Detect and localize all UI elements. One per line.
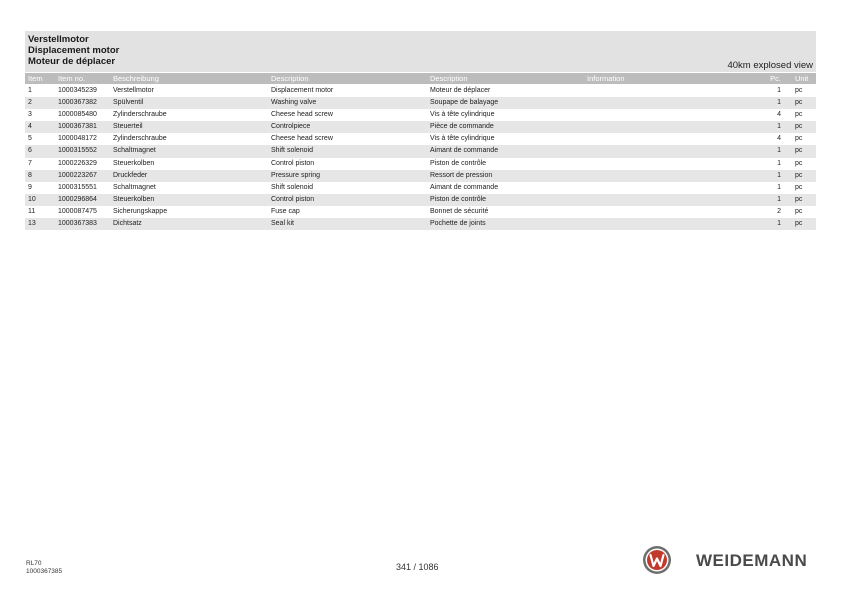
col-unit: Unit xyxy=(795,74,809,83)
cell-unit: pc xyxy=(795,195,803,203)
col-pc: Pc. xyxy=(770,74,781,83)
cell-description-en: Pressure spring xyxy=(271,171,321,179)
col-information: Information xyxy=(587,74,625,83)
cell-beschreibung: Steuerkolben xyxy=(113,159,155,167)
title-french: Moteur de déplacer xyxy=(28,56,116,67)
table-header xyxy=(25,73,816,84)
cell-pc: 1 xyxy=(777,220,781,228)
cell-description-fr: Aimant de commande xyxy=(430,183,499,191)
cell-description-en: Cheese head screw xyxy=(271,111,333,119)
cell-description-fr: Aimant de commande xyxy=(430,147,499,155)
cell-beschreibung: Spülventil xyxy=(113,99,144,107)
table-row xyxy=(25,85,816,97)
cell-description-en: Controlpiece xyxy=(271,123,311,131)
cell-item-no: 1000315551 xyxy=(58,183,97,191)
table-row xyxy=(25,182,816,194)
cell-item: 4 xyxy=(28,123,32,131)
cell-beschreibung: Steuerteil xyxy=(113,123,143,131)
cell-pc: 2 xyxy=(777,207,781,215)
cell-beschreibung: Druckfeder xyxy=(113,171,148,179)
cell-unit: pc xyxy=(795,147,803,155)
cell-unit: pc xyxy=(795,159,803,167)
cell-pc: 1 xyxy=(777,195,781,203)
col-item-no: Item no. xyxy=(58,74,86,83)
col-beschreibung: Beschreibung xyxy=(113,74,159,83)
cell-unit: pc xyxy=(795,99,803,107)
weidemann-logo-icon xyxy=(642,545,672,575)
col-description-en: Description xyxy=(271,74,309,83)
cell-item-no: 1000367383 xyxy=(58,220,97,228)
cell-pc: 1 xyxy=(777,171,781,179)
cell-item-no: 1000367382 xyxy=(58,99,97,107)
cell-description-en: Cheese head screw xyxy=(271,135,333,143)
table-row xyxy=(25,109,816,121)
title-german: Verstellmotor xyxy=(28,34,89,45)
table-row xyxy=(25,158,816,170)
cell-pc: 1 xyxy=(777,99,781,107)
cell-pc: 1 xyxy=(777,147,781,155)
cell-pc: 4 xyxy=(777,111,781,119)
cell-description-fr: Pièce de commande xyxy=(430,123,494,131)
cell-beschreibung: Schaltmagnet xyxy=(113,147,156,155)
cell-item: 3 xyxy=(28,111,32,119)
cell-item-no: 1000226329 xyxy=(58,159,97,167)
cell-item: 8 xyxy=(28,171,32,179)
cell-description-fr: Piston de contrôle xyxy=(430,195,487,203)
cell-unit: pc xyxy=(795,183,803,191)
cell-beschreibung: Steuerkolben xyxy=(113,195,155,203)
cell-item: 6 xyxy=(28,147,32,155)
cell-description-fr: Soupape de balayage xyxy=(430,99,499,107)
cell-description-fr: Pochette de joints xyxy=(430,220,486,228)
page-number: 341 / 1086 xyxy=(396,562,439,572)
col-description-fr: Description xyxy=(430,74,468,83)
cell-item-no: 1000296864 xyxy=(58,195,97,203)
cell-description-fr: Ressort de pression xyxy=(430,171,493,179)
footer-doc-number: 1000367385 xyxy=(26,568,63,575)
cell-unit: pc xyxy=(795,135,803,143)
cell-unit: pc xyxy=(795,171,803,179)
footer-model: RL70 xyxy=(26,560,42,567)
cell-item-no: 1000315552 xyxy=(58,147,97,155)
table-row xyxy=(25,133,816,145)
table-body xyxy=(25,85,816,230)
cell-item: 2 xyxy=(28,99,32,107)
cell-description-en: Shift solenoid xyxy=(271,147,314,155)
cell-item-no: 1000085480 xyxy=(58,111,97,119)
cell-item-no: 1000087475 xyxy=(58,207,97,215)
cell-description-en: Fuse cap xyxy=(271,207,300,215)
cell-unit: pc xyxy=(795,111,803,119)
cell-item: 1 xyxy=(28,87,32,94)
cell-beschreibung: Zylinderschraube xyxy=(113,111,167,119)
brand-wordmark: WEIDEMANN xyxy=(696,551,808,570)
table-row xyxy=(25,194,816,206)
cell-item-no: 1000345239 xyxy=(58,87,97,94)
view-label: 40km explosed view xyxy=(727,60,813,71)
cell-beschreibung: Zylinderschraube xyxy=(113,135,167,143)
cell-item-no: 1000367381 xyxy=(58,123,97,131)
cell-item-no: 1000223267 xyxy=(58,171,97,179)
table-row xyxy=(25,206,816,218)
cell-unit: pc xyxy=(795,207,803,215)
cell-unit: pc xyxy=(795,220,803,228)
cell-pc: 1 xyxy=(777,123,781,131)
table-row xyxy=(25,121,816,133)
cell-beschreibung: Dichtsatz xyxy=(113,220,142,228)
table-row xyxy=(25,97,816,109)
cell-pc: 4 xyxy=(777,135,781,143)
cell-description-en: Control piston xyxy=(271,195,315,203)
cell-description-fr: Vis à tête cylindrique xyxy=(430,111,495,119)
cell-item: 7 xyxy=(28,159,32,167)
cell-description-fr: Piston de contrôle xyxy=(430,159,487,167)
title-english: Displacement motor xyxy=(28,45,120,56)
cell-item: 10 xyxy=(28,195,36,203)
cell-description-en: Washing valve xyxy=(271,99,317,107)
cell-description-en: Control piston xyxy=(271,159,315,167)
table-row xyxy=(25,145,816,157)
cell-description-en: Seal kit xyxy=(271,220,294,228)
cell-beschreibung: Schaltmagnet xyxy=(113,183,156,191)
cell-description-en: Shift solenoid xyxy=(271,183,314,191)
cell-item: 5 xyxy=(28,135,32,143)
cell-pc: 1 xyxy=(777,159,781,167)
cell-beschreibung: Sicherungskappe xyxy=(113,207,168,215)
cell-item: 13 xyxy=(28,220,36,228)
cell-item: 11 xyxy=(28,207,36,215)
cell-description-fr: Moteur de déplacer xyxy=(430,87,491,94)
cell-beschreibung: Verstellmotor xyxy=(113,87,154,94)
header-box xyxy=(25,31,816,72)
cell-description-en: Displacement motor xyxy=(271,87,334,94)
cell-item-no: 1000048172 xyxy=(58,135,97,143)
cell-description-fr: Vis à tête cylindrique xyxy=(430,135,495,143)
cell-pc: 1 xyxy=(777,183,781,191)
col-item: Item xyxy=(28,74,43,83)
cell-description-fr: Bonnet de sécurité xyxy=(430,207,489,215)
table-row xyxy=(25,218,816,230)
table-row xyxy=(25,170,816,182)
cell-item: 9 xyxy=(28,183,32,191)
cell-pc: 1 xyxy=(777,87,781,94)
cell-unit: pc xyxy=(795,87,803,94)
cell-unit: pc xyxy=(795,123,803,131)
footer-left xyxy=(26,560,62,576)
